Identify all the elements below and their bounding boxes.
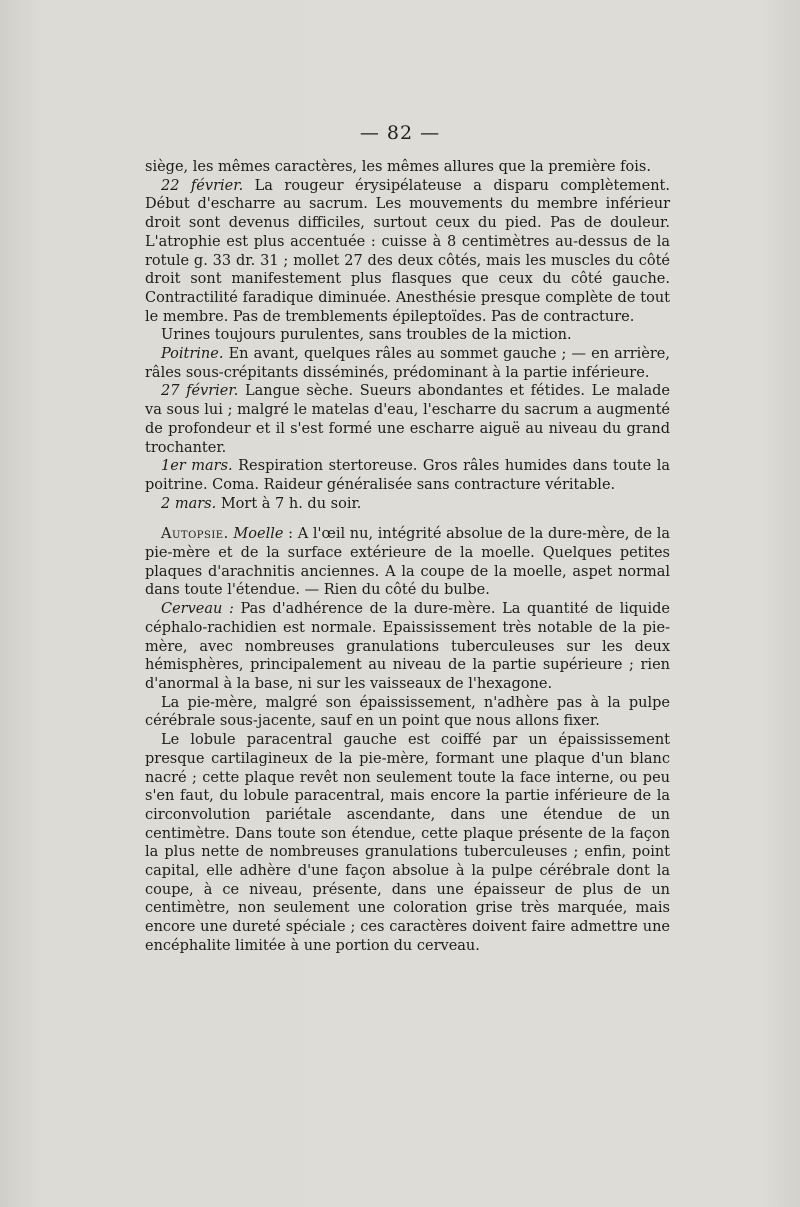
subsection-label: Moelle — [233, 526, 284, 543]
paragraph-text: Pas d'adhérence de la dure-mère. La quantité de liquide céphalo-rachidien est normale. Epaississement très notable de la pie-mère, avec nombreuses granulations tuberculeuses sur les deux hémisphères, principalement au niveau de la partie supérieure ; rien d'anormal à la base, ni sur les vaisseaux de l'hexagone. — [145, 601, 670, 692]
paragraph — [145, 345, 670, 382]
paragraph-text: En avant, quelques râles au sommet gauche ; — en arrière, râles sous-crépitants disséminés, prédominant à la partie inférieure. — [145, 346, 670, 381]
section-label: Poitrine. — [161, 346, 224, 363]
entry-date: 2 mars. — [161, 495, 217, 512]
paragraph — [145, 158, 670, 177]
paragraph-text: : A l'œil nu, intégrité absolue de la dure-mère, de la pie-mère et de la surface extérieure de la moelle. Quelques petites plaques d'arachnitis anciennes. A la coupe de la moelle, aspet normal dans toute l'étendue. — Rien du côté du bulbe. — [145, 526, 671, 599]
entry-date: 27 février. — [161, 383, 239, 400]
paragraph-text: Le lobule paracentral gauche est coiffé par un épaississement presque cartilagineux de la pie-mère, formant une plaque d'un blanc nacré ; cette plaque revêt non seulement toute la face interne, ou peu s'en faut, du lobule paracentral, mais encore la partie inférieure de la circonvolution pariétale ascendante, dans une étendue de un centimètre. Dans toute son étendue, cette plaque présente de la façon la plus nette de nombreuses granulations tuberculeuses ; enfin, point capital, elle adhère d'une façon absolue à la pulpe cérébrale dont la coupe, à ce niveau, présente, dans une épaisseur de plus de un centimètre, non seulement une coloration grise très marquée, mais encore une dureté spéciale ; ces caractères doivent faire admettre une encéphalite limitée à une portion du cerveau. — [145, 732, 670, 954]
paragraph — [145, 525, 670, 600]
paragraph — [145, 382, 670, 457]
entry-date: 1er mars. — [161, 458, 233, 475]
paragraph-text: Langue sèche. Sueurs abondantes et fétides. Le malade va sous lui ; malgré le matelas d'eau, l'escharre du sacrum a augmenté de profondeur et il s'est formé une escharre aiguë au niveau du grand trochanter. — [145, 383, 671, 456]
section-label: Autopsie. — [161, 526, 229, 543]
paragraph — [145, 326, 670, 345]
paragraph-text: Urines toujours purulentes, sans troubles de la miction. — [161, 327, 572, 344]
paragraph — [145, 457, 670, 494]
paragraph-text: La pie-mère, malgré son épaississement, n'adhère pas à la pulpe cérébrale sous-jacente, sauf en un point que nous allons fixer. — [145, 694, 670, 730]
paragraph-text: siège, les mêmes caractères, les mêmes allures que la première fois. — [145, 159, 651, 175]
body-text — [145, 158, 670, 956]
paragraph — [145, 694, 670, 731]
paragraph — [145, 495, 670, 514]
paragraph — [145, 177, 670, 327]
subsection-label: Cerveau : — [161, 601, 234, 618]
paragraph — [145, 600, 670, 694]
paragraph-text: La rougeur érysipélateuse a disparu complètement. Début d'escharre au sacrum. Les mouvements du membre inférieur droit sont devenus difficiles, surtout ceux du pied. Pas de douleur. L'atrophie est plus accentuée : cuisse à 8 centimètres au-dessus de la rotule g. 33 dr. 31 ; mollet 27 des deux côtés, mais les muscles du côté droit sont manifestement plus flasques que ceux du côté gauche. Contractilité faradique diminuée. Anesthésie presque complète de tout le membre. Pas de tremblements épileptoïdes. Pas de contracture. — [145, 177, 670, 325]
page-number: — 82 — — [359, 122, 441, 144]
entry-date: 22 février. — [161, 177, 244, 194]
paragraph-text: Mort à 7 h. du soir. — [216, 495, 362, 512]
paragraph — [145, 731, 670, 955]
paragraph-text: Respiration stertoreuse. Gros râles humides dans toute la poitrine. Coma. Raideur généralisée sans contracture véritable. — [145, 458, 670, 493]
